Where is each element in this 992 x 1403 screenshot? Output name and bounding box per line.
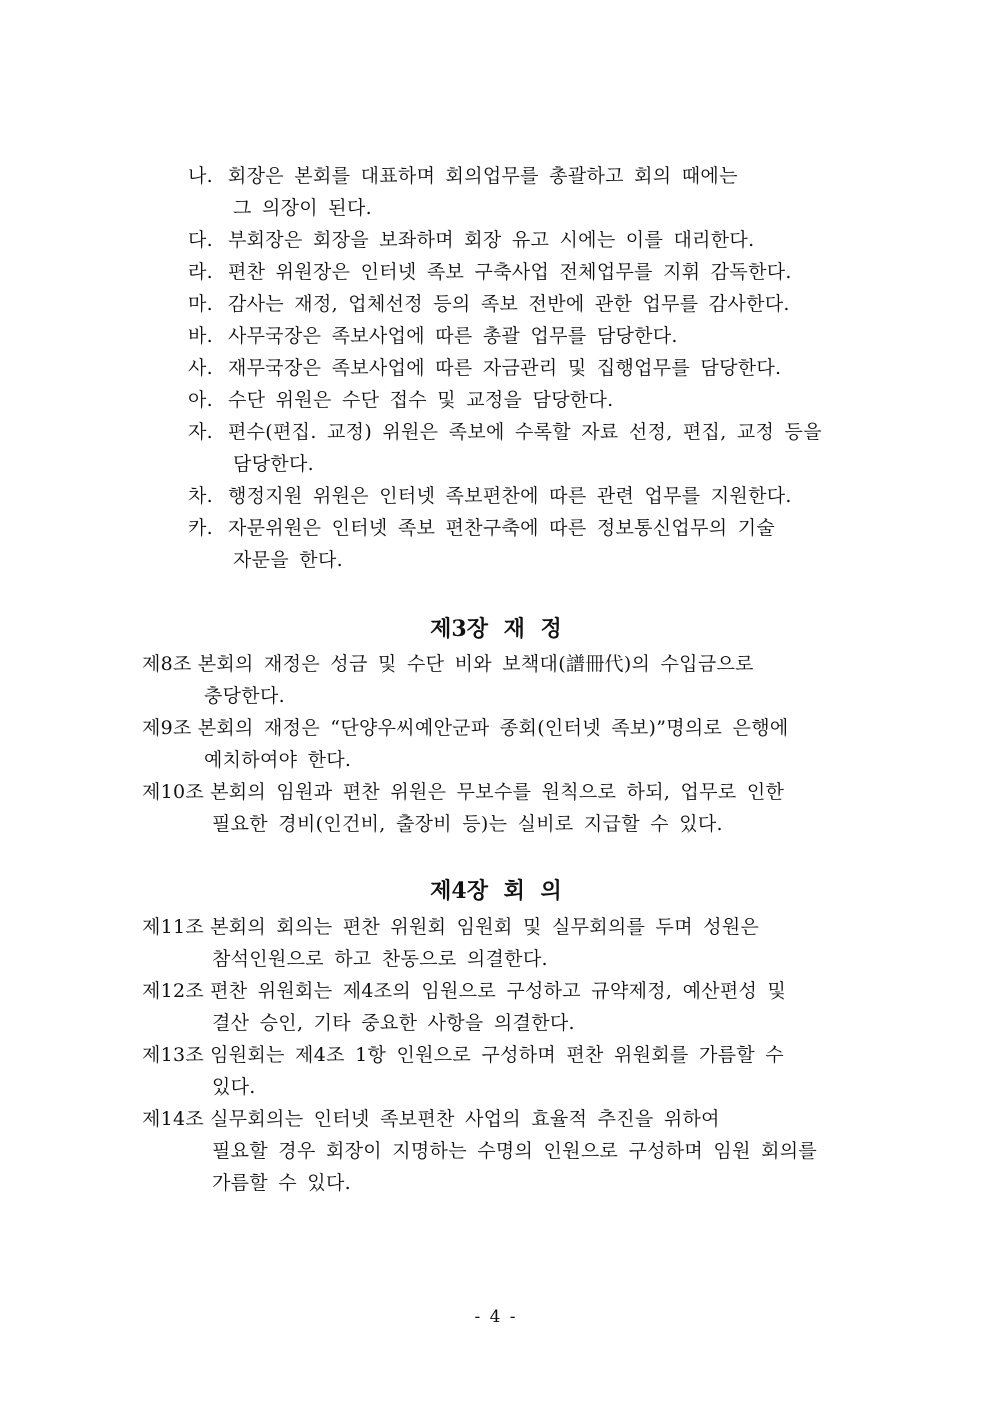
chapter-4-articles bbox=[142, 911, 872, 1199]
item-marker: 바. bbox=[188, 325, 213, 347]
list-item bbox=[188, 352, 868, 384]
item-text-continued: 자문을 한다. bbox=[233, 549, 343, 571]
article-text: 본회의 재정은 성금 및 수단 비와 보책대(譜冊代)의 수입금으로 bbox=[197, 653, 754, 675]
item-text: 사무국장은 족보사업에 따른 총괄 업무를 담당한다. bbox=[228, 325, 678, 347]
item-text: 편수(편집. 교정) 위원은 족보에 수록할 자료 선정, 편집, 교정 등을 bbox=[228, 421, 822, 443]
list-item bbox=[188, 512, 868, 576]
item-text: 재무국장은 족보사업에 따른 자금관리 및 집행업무를 담당한다. bbox=[228, 357, 782, 379]
article-14 bbox=[142, 1103, 872, 1199]
item-text: 감사는 재정, 업체선정 등의 족보 전반에 관한 업무를 감사한다. bbox=[228, 293, 790, 315]
item-marker: 아. bbox=[188, 389, 213, 411]
page-number: - 4 - bbox=[474, 1307, 518, 1327]
list-item bbox=[188, 224, 868, 256]
list-item bbox=[188, 256, 868, 288]
article-text: 본회의 회의는 편찬 위원회 임원회 및 실무회의를 두며 성원은 bbox=[210, 916, 760, 938]
article-text-continued: 충당한다. bbox=[204, 685, 285, 707]
list-item bbox=[188, 384, 868, 416]
item-text: 회장은 본회를 대표하며 회의업무를 총괄하고 회의 때에는 bbox=[228, 165, 738, 187]
article-text-continued: 결산 승인, 기타 중요한 사항을 의결한다. bbox=[212, 1012, 575, 1034]
item-text-continued: 담당한다. bbox=[233, 453, 314, 475]
item-text: 부회장은 회장을 보좌하며 회장 유고 시에는 이를 대리한다. bbox=[228, 229, 755, 251]
article-number: 제9조 bbox=[142, 717, 192, 739]
article-number: 제11조 bbox=[142, 916, 205, 938]
item-text-continued: 그 의장이 된다. bbox=[233, 197, 372, 219]
chapter-4-heading: 제4장 회 의 bbox=[430, 878, 562, 904]
article-12 bbox=[142, 975, 872, 1039]
article-text: 본회의 재정은 “단양우씨예안군파 종회(인터넷 족보)”명의로 은행에 bbox=[197, 717, 789, 739]
article-text: 편찬 위원회는 제4조의 임원으로 구성하고 규약제정, 예산편성 및 bbox=[210, 980, 787, 1002]
article-text: 본회의 임원과 편찬 위원은 무보수를 원칙으로 하되, 업무로 인한 bbox=[210, 781, 785, 803]
item-marker: 카. bbox=[188, 517, 213, 539]
item-text: 수단 위원은 수단 접수 및 교정을 담당한다. bbox=[228, 389, 614, 411]
article-text-continued: 참석인원으로 하고 찬동으로 의결한다. bbox=[212, 948, 548, 970]
article-text-continued: 필요한 경비(인건비, 출장비 등)는 실비로 지급할 수 있다. bbox=[212, 813, 723, 835]
list-item bbox=[188, 160, 868, 224]
article-number: 제10조 bbox=[142, 781, 205, 803]
article-13 bbox=[142, 1039, 872, 1103]
article-text-continued: 예치하여야 한다. bbox=[204, 749, 352, 771]
article-number: 제8조 bbox=[142, 653, 192, 675]
item-marker: 다. bbox=[188, 229, 213, 251]
item-text: 편찬 위원장은 인터넷 족보 구축사업 전체업무를 지휘 감독한다. bbox=[228, 261, 792, 283]
article-text: 실무회의는 인터넷 족보편찬 사업의 효율적 추진을 위하여 bbox=[210, 1108, 720, 1130]
chapter-3-heading: 제3장 재 정 bbox=[430, 616, 562, 642]
list-item bbox=[188, 288, 868, 320]
article-text-continued: 있다. bbox=[212, 1076, 256, 1098]
item-marker: 마. bbox=[188, 293, 213, 315]
item-text: 자문위원은 인터넷 족보 편찬구축에 따른 정보통신업무의 기술 bbox=[228, 517, 776, 539]
article-8 bbox=[142, 648, 872, 712]
article-text: 임원회는 제4조 1항 인원으로 구성하며 편찬 위원회를 가름할 수 bbox=[210, 1044, 784, 1066]
item-marker: 차. bbox=[188, 485, 213, 507]
article-number: 제12조 bbox=[142, 980, 205, 1002]
article-text-continued: 필요할 경우 회장이 지명하는 수명의 인원으로 구성하며 임원 회의를 bbox=[212, 1140, 818, 1162]
article-9 bbox=[142, 712, 872, 776]
item-text: 행정지원 위원은 인터넷 족보편찬에 따른 관련 업무를 지원한다. bbox=[228, 485, 792, 507]
article-10 bbox=[142, 776, 872, 840]
item-marker: 자. bbox=[188, 421, 213, 443]
article-number: 제14조 bbox=[142, 1108, 205, 1130]
list-item bbox=[188, 480, 868, 512]
item-marker: 라. bbox=[188, 261, 213, 283]
item-marker: 나. bbox=[188, 165, 213, 187]
article-text-continued: 가름할 수 있다. bbox=[212, 1172, 351, 1194]
article-11 bbox=[142, 911, 872, 975]
item-marker: 사. bbox=[188, 357, 213, 379]
duties-list bbox=[188, 160, 868, 576]
list-item bbox=[188, 416, 868, 480]
chapter-3-articles bbox=[142, 648, 872, 840]
article-number: 제13조 bbox=[142, 1044, 205, 1066]
list-item bbox=[188, 320, 868, 352]
